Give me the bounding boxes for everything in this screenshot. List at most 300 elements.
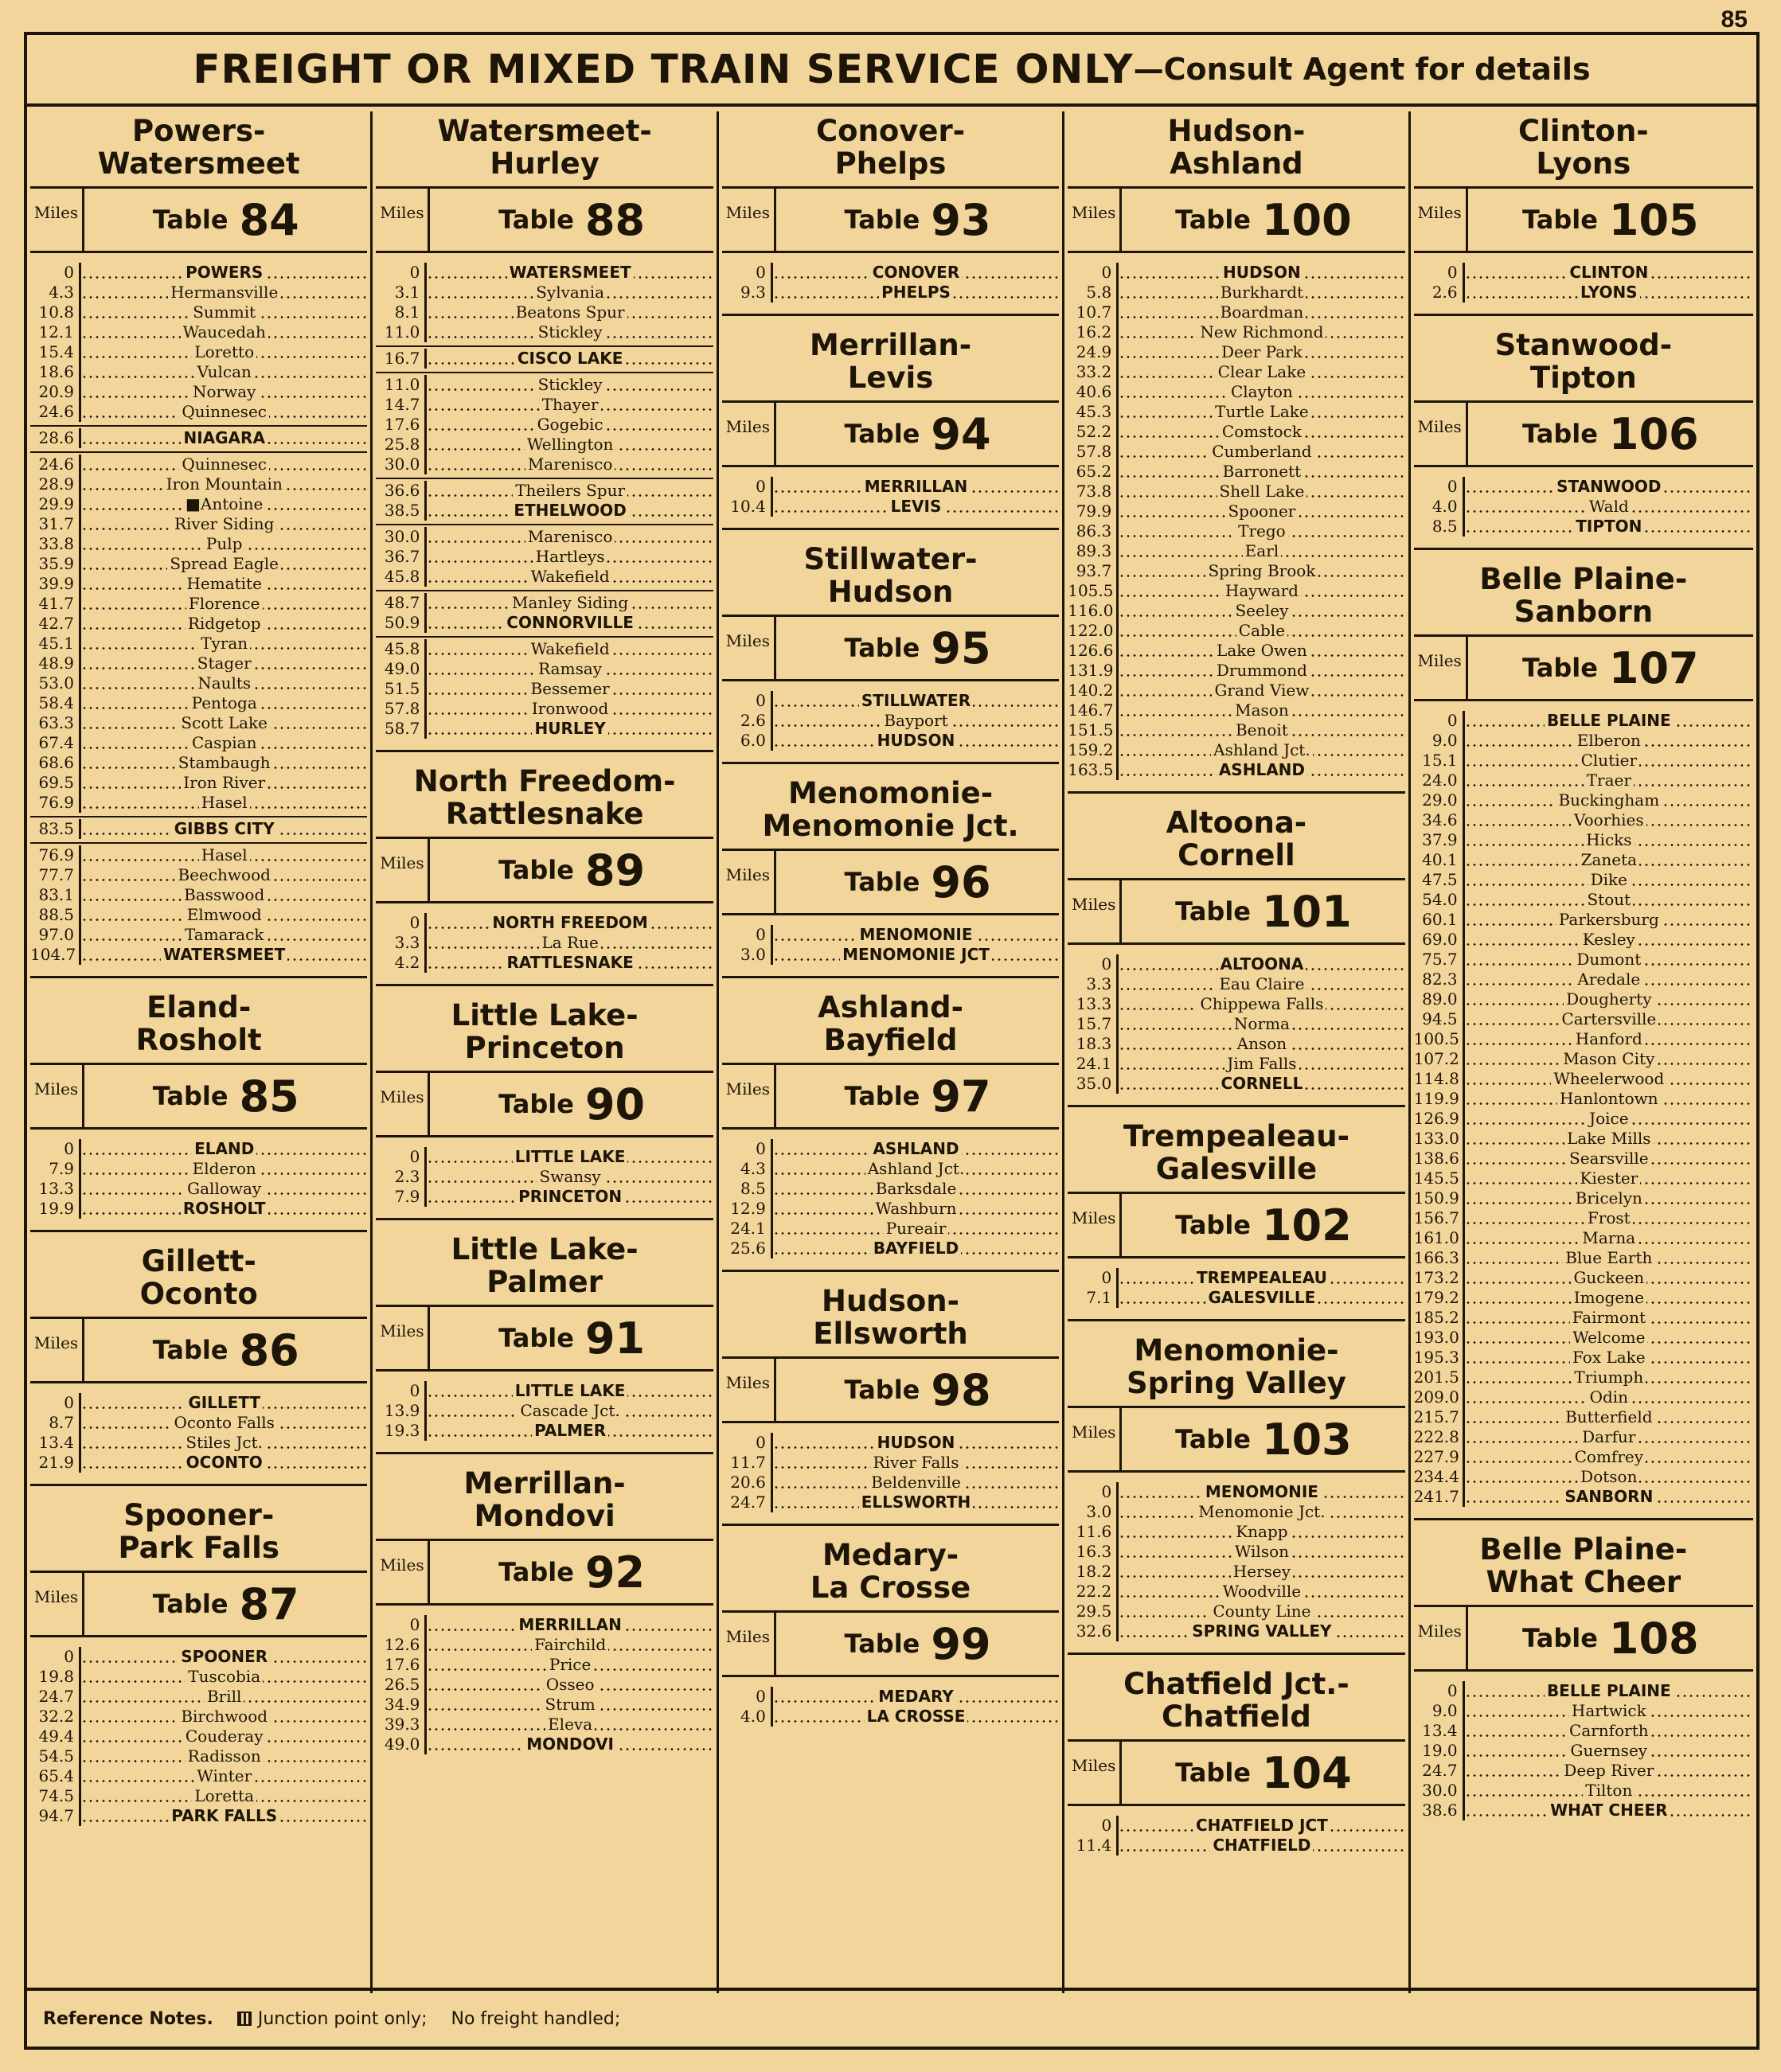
station-row [1414, 1427, 1753, 1447]
station-miles: 20.6 [722, 1473, 773, 1493]
station-miles: 29.0 [1414, 790, 1465, 810]
station-cell [1465, 1268, 1753, 1288]
route-table-89 [376, 750, 713, 977]
station-miles: 40.6 [1068, 382, 1119, 402]
table-word: Table [152, 1589, 228, 1619]
station-name: Iron River [181, 773, 268, 792]
table-label [84, 1065, 367, 1127]
route-title [1414, 548, 1753, 634]
station-name: Wakefield [529, 567, 612, 586]
station-cell [1465, 989, 1753, 1009]
station-row [1068, 601, 1404, 621]
station-cell [1119, 1816, 1404, 1836]
station-cell [1465, 1348, 1753, 1368]
table-label [1468, 1607, 1753, 1669]
station-miles: 52.2 [1068, 422, 1119, 442]
table-number: 91 [584, 1313, 646, 1364]
station-name: SPRING VALLEY [1189, 1621, 1334, 1641]
station-cell [1465, 790, 1753, 810]
station-miles: 22.2 [1068, 1582, 1119, 1602]
table-number: 103 [1261, 1414, 1352, 1465]
station-row [376, 478, 713, 501]
station-cell [1119, 1502, 1404, 1522]
table-header [30, 1571, 367, 1637]
station-name: Wilson [1232, 1542, 1291, 1561]
table-word: Table [1522, 419, 1598, 449]
station-miles: 57.8 [376, 699, 427, 719]
station-row [1414, 283, 1753, 302]
route-title-line: Ashland [1170, 146, 1303, 181]
station-cell [81, 474, 367, 494]
route-title-line: Hudson- [822, 1284, 959, 1318]
station-miles: 9.0 [1414, 731, 1465, 751]
station-cell [427, 567, 713, 587]
station-miles: 122.0 [1068, 621, 1119, 641]
route-title-line: Altoona- [1166, 806, 1307, 840]
station-cell [1465, 1741, 1753, 1761]
station-name: Thayer [540, 395, 601, 414]
miles-label: Miles [376, 1541, 430, 1603]
station-row [376, 1147, 713, 1167]
route-title-line: Oconto [139, 1277, 258, 1311]
station-row [1068, 1288, 1404, 1308]
station-row [1414, 1089, 1753, 1109]
station-miles: 12.9 [722, 1199, 773, 1219]
route-table-102 [1068, 1105, 1404, 1313]
station-row [30, 1806, 367, 1826]
station-list [722, 1677, 1059, 1731]
station-name: MENOMONIE JCT [840, 945, 992, 964]
station-miles: 86.3 [1068, 521, 1119, 541]
station-cell [1119, 1836, 1404, 1855]
station-name: Frost [1585, 1208, 1633, 1227]
station-row [722, 945, 1059, 965]
station-cell [773, 497, 1059, 517]
station-row [1414, 1248, 1753, 1268]
station-row [1068, 342, 1404, 362]
route-title [376, 111, 713, 186]
station-name: Marenisco [525, 527, 615, 546]
station-row [1414, 1049, 1753, 1069]
station-name: PARK FALLS [169, 1806, 279, 1825]
station-miles: 8.7 [30, 1413, 81, 1433]
station-cell [81, 402, 367, 422]
station-cell [1465, 970, 1753, 989]
route-title [30, 976, 367, 1063]
station-cell [1119, 681, 1404, 700]
station-miles: 3.3 [376, 933, 427, 953]
station-name: WATERSMEET [507, 263, 634, 282]
route-title-line: Rattlesnake [445, 797, 644, 831]
station-name: Tyran [198, 634, 250, 653]
station-miles: 45.8 [376, 567, 427, 587]
route-title [376, 1218, 713, 1305]
station-name: Stambaugh [176, 753, 273, 772]
station-row [30, 1433, 367, 1453]
station-row [30, 1746, 367, 1766]
table-label [1468, 403, 1753, 465]
station-miles: 161.0 [1414, 1228, 1465, 1248]
route-table-98 [722, 1270, 1059, 1517]
station-row [30, 654, 367, 673]
station-cell [427, 1675, 713, 1695]
column-1 [27, 111, 373, 1993]
station-cell [427, 481, 713, 501]
station-row [1068, 760, 1404, 780]
station-miles: 9.3 [722, 283, 773, 302]
station-name: Elberon [1575, 731, 1643, 750]
station-miles: 34.9 [376, 1695, 427, 1715]
table-label [430, 189, 713, 251]
station-row [30, 1453, 367, 1473]
miles-label: Miles [1414, 189, 1468, 251]
station-cell [81, 1159, 367, 1179]
station-miles: 104.7 [30, 945, 81, 965]
station-miles: 0 [30, 1393, 81, 1413]
station-cell [81, 865, 367, 885]
route-table-101 [1068, 791, 1404, 1098]
route-title-line: Spooner- [123, 1498, 275, 1532]
route-title-line: Ashland- [818, 990, 963, 1024]
station-miles: 0 [1414, 1681, 1465, 1701]
station-name: ELLSWORTH [859, 1493, 974, 1512]
station-row [30, 451, 367, 474]
station-miles: 79.9 [1068, 501, 1119, 521]
table-word: Table [844, 205, 920, 235]
route-title [30, 1230, 367, 1317]
station-miles: 18.3 [1068, 1034, 1119, 1054]
station-name: LITTLE LAKE [513, 1381, 628, 1400]
station-row [1414, 711, 1753, 731]
station-row [1414, 830, 1753, 850]
station-cell [1119, 1482, 1404, 1502]
station-name: BELLE PLAINE [1545, 711, 1674, 730]
station-miles: 3.0 [722, 945, 773, 965]
table-number: 85 [239, 1071, 299, 1122]
station-miles: 114.8 [1414, 1069, 1465, 1089]
route-title-line: Cornell [1178, 838, 1295, 872]
station-row [30, 1179, 367, 1199]
station-row [1068, 1054, 1404, 1074]
station-cell [81, 455, 367, 474]
station-miles: 2.6 [722, 711, 773, 731]
station-name: Ashland Jct. [1211, 740, 1313, 759]
table-label [1122, 1408, 1404, 1470]
station-name: Basswood [182, 885, 267, 904]
table-label [430, 1307, 713, 1369]
route-title-line: Watersmeet [97, 146, 300, 181]
table-word: Table [844, 419, 920, 449]
route-columns [27, 111, 1756, 1993]
station-name: Anson [1235, 1034, 1290, 1053]
station-miles: 0 [376, 1381, 427, 1401]
table-label [776, 617, 1059, 679]
station-cell [1119, 1621, 1404, 1641]
station-row [1414, 910, 1753, 930]
table-label [1122, 1742, 1404, 1804]
station-list [30, 1383, 367, 1477]
station-list [722, 915, 1059, 970]
station-name: Earl [1243, 541, 1281, 560]
station-row [1414, 263, 1753, 283]
station-miles: 0 [722, 263, 773, 283]
reference-notes [27, 1988, 1756, 2047]
route-table-107 [1414, 548, 1753, 1512]
station-name: PALMER [532, 1421, 608, 1440]
station-cell [773, 711, 1059, 731]
station-list [376, 1606, 713, 1759]
route-title-line: Hudson [827, 575, 954, 609]
route-title-line: Hurley [490, 146, 600, 181]
table-label [1122, 189, 1404, 251]
station-cell [81, 1393, 367, 1413]
station-list [1068, 253, 1404, 785]
route-title-line: Levis [847, 361, 934, 395]
station-cell [81, 1433, 367, 1453]
route-title-line: Palmer [486, 1265, 603, 1299]
station-name: Vulcan [194, 362, 253, 381]
station-row [376, 590, 713, 613]
station-cell [1119, 1522, 1404, 1542]
station-cell [81, 1179, 367, 1199]
table-word: Table [1522, 205, 1598, 235]
station-cell [1119, 621, 1404, 641]
station-row [30, 554, 367, 574]
station-row [1414, 1069, 1753, 1089]
table-header [1068, 1739, 1404, 1806]
station-cell [427, 1734, 713, 1754]
station-list [722, 681, 1059, 755]
route-table-103 [1068, 1319, 1404, 1646]
route-title-line: Phelps [834, 146, 947, 181]
route-title-line: Hudson- [1167, 114, 1306, 148]
station-miles: 75.7 [1414, 950, 1465, 970]
station-row [1414, 970, 1753, 989]
station-name: Winter [194, 1766, 254, 1785]
station-cell [1119, 462, 1404, 482]
station-name: Stickley [536, 322, 605, 341]
station-name: ROSHOLT [181, 1199, 268, 1218]
station-cell [81, 925, 367, 945]
table-label [776, 1359, 1059, 1421]
station-list [1068, 945, 1404, 1098]
station-name: HUDSON [1221, 263, 1303, 282]
station-cell [1465, 1208, 1753, 1228]
route-title-line: Clinton- [1517, 114, 1649, 148]
station-cell [1465, 1248, 1753, 1268]
station-cell [427, 547, 713, 567]
miles-label: Miles [30, 189, 84, 251]
station-cell [773, 1707, 1059, 1727]
station-row [376, 567, 713, 587]
station-name: CHATFIELD JCT [1193, 1816, 1330, 1835]
station-name: Deer Park [1219, 342, 1305, 361]
route-title-line: Watersmeet- [437, 114, 652, 148]
station-miles: 24.1 [1068, 1054, 1119, 1074]
table-word: Table [844, 1375, 920, 1405]
route-title-line: Belle Plaine- [1479, 562, 1688, 596]
station-name: Quinnesec [179, 402, 269, 421]
station-name: MENOMONIE [857, 925, 974, 944]
station-name: STANWOOD [1554, 477, 1663, 496]
station-row [1414, 1208, 1753, 1228]
station-row [1414, 1721, 1753, 1741]
station-cell [81, 773, 367, 793]
station-cell [1465, 751, 1753, 771]
station-miles: 156.7 [1414, 1208, 1465, 1228]
table-header [1414, 1605, 1753, 1672]
station-cell [81, 614, 367, 634]
station-row [1068, 621, 1404, 641]
station-miles: 0 [722, 1433, 773, 1453]
route-table-87 [30, 1484, 367, 1831]
table-header [722, 615, 1059, 681]
station-row [30, 1393, 367, 1413]
station-name: Spring Brook [1205, 561, 1318, 580]
station-row [30, 425, 367, 448]
station-name: ELAND [192, 1139, 256, 1158]
station-row [30, 474, 367, 494]
station-name: HUDSON [875, 731, 958, 750]
station-cell [81, 819, 367, 839]
route-title-line: Princeton [464, 1031, 625, 1065]
station-cell [81, 673, 367, 693]
table-number: 92 [584, 1547, 646, 1598]
table-word: Table [1175, 1758, 1251, 1788]
station-row [1068, 1562, 1404, 1582]
station-cell [1465, 1149, 1753, 1169]
station-miles: 8.1 [376, 302, 427, 322]
station-name: Comstock [1220, 422, 1304, 441]
station-name: HURLEY [532, 719, 607, 738]
station-miles: 227.9 [1414, 1447, 1465, 1467]
route-title [722, 111, 1059, 186]
station-cell [81, 1687, 367, 1707]
station-row [30, 574, 367, 594]
station-name: Hematite [184, 574, 264, 593]
station-row [722, 1139, 1059, 1159]
station-cell [427, 395, 713, 415]
table-label [84, 1319, 367, 1381]
station-row [722, 1687, 1059, 1707]
station-cell [81, 1199, 367, 1219]
station-name: Fox Lake [1570, 1348, 1648, 1367]
station-cell [773, 1687, 1059, 1707]
station-cell [1119, 1268, 1404, 1288]
station-cell [427, 699, 713, 719]
table-word: Table [498, 855, 574, 885]
station-name: CORNELL [1218, 1074, 1305, 1093]
table-word: Table [844, 867, 920, 897]
timetable-frame [24, 32, 1760, 2050]
station-row [30, 816, 367, 839]
station-miles: 7.1 [1068, 1288, 1119, 1308]
station-name: Clayton [1228, 382, 1295, 401]
station-row [376, 913, 713, 933]
station-row [1068, 720, 1404, 740]
station-cell [1465, 1009, 1753, 1029]
station-miles: 3.3 [1068, 974, 1119, 994]
station-row [722, 1493, 1059, 1512]
station-cell [427, 501, 713, 521]
station-row [30, 905, 367, 925]
station-row [1068, 322, 1404, 342]
table-number: 108 [1608, 1613, 1699, 1664]
station-name: Stickley [536, 375, 605, 394]
station-miles: 48.7 [376, 593, 427, 613]
table-label [84, 1573, 367, 1635]
station-name: Benoit [1233, 720, 1291, 739]
station-row [376, 395, 713, 415]
station-miles: 28.9 [30, 474, 81, 494]
station-name: OCONTO [184, 1453, 265, 1472]
station-miles: 138.6 [1414, 1149, 1465, 1169]
station-cell [81, 1707, 367, 1727]
station-name: Lake Owen [1214, 641, 1310, 660]
station-name: MENOMONIE [1203, 1482, 1321, 1501]
station-name: Hasel [199, 845, 250, 864]
station-miles: 8.5 [1414, 517, 1465, 537]
station-miles: 234.4 [1414, 1467, 1465, 1487]
route-title [722, 1524, 1059, 1610]
station-name: Triumph [1572, 1368, 1646, 1387]
station-row [1068, 283, 1404, 302]
station-miles: 25.8 [376, 435, 427, 455]
station-miles: 14.7 [376, 395, 427, 415]
station-cell [427, 913, 713, 933]
station-row [1068, 382, 1404, 402]
station-row [376, 435, 713, 455]
station-row [30, 283, 367, 302]
station-row [376, 659, 713, 679]
station-row [30, 945, 367, 965]
station-cell [81, 382, 367, 402]
station-cell [1119, 720, 1404, 740]
station-cell [427, 1655, 713, 1675]
station-row [1414, 950, 1753, 970]
table-number: 105 [1608, 194, 1699, 245]
station-miles: 58.7 [376, 719, 427, 739]
route-title-line: Spring Valley [1126, 1366, 1346, 1400]
station-list [722, 467, 1059, 521]
station-miles: 29.9 [30, 494, 81, 514]
station-miles: 0 [1068, 263, 1119, 283]
station-miles: 65.2 [1068, 462, 1119, 482]
station-name: Eau Claire [1217, 974, 1306, 993]
route-title-line: Merrillan- [809, 328, 972, 362]
station-name: Caspian [189, 733, 260, 752]
station-miles: 16.2 [1068, 322, 1119, 342]
station-cell [1119, 521, 1404, 541]
station-miles: 19.3 [376, 1421, 427, 1441]
station-cell [427, 375, 713, 395]
station-cell [1119, 402, 1404, 422]
station-cell [1119, 541, 1404, 561]
station-name: Stiles Jct. [183, 1433, 265, 1452]
station-cell [1119, 362, 1404, 382]
table-label [776, 403, 1059, 465]
station-name: GIBBS CITY [172, 819, 277, 838]
station-name: Cascade Jct. [518, 1401, 622, 1420]
station-miles: 8.5 [722, 1179, 773, 1199]
station-name: Price [547, 1655, 593, 1674]
station-name: Bayport [881, 711, 950, 730]
station-miles: 94.7 [30, 1806, 81, 1826]
miles-label: Miles [376, 839, 430, 901]
table-label [776, 1065, 1059, 1127]
route-title [1068, 1105, 1404, 1192]
station-miles: 35.0 [1068, 1074, 1119, 1094]
